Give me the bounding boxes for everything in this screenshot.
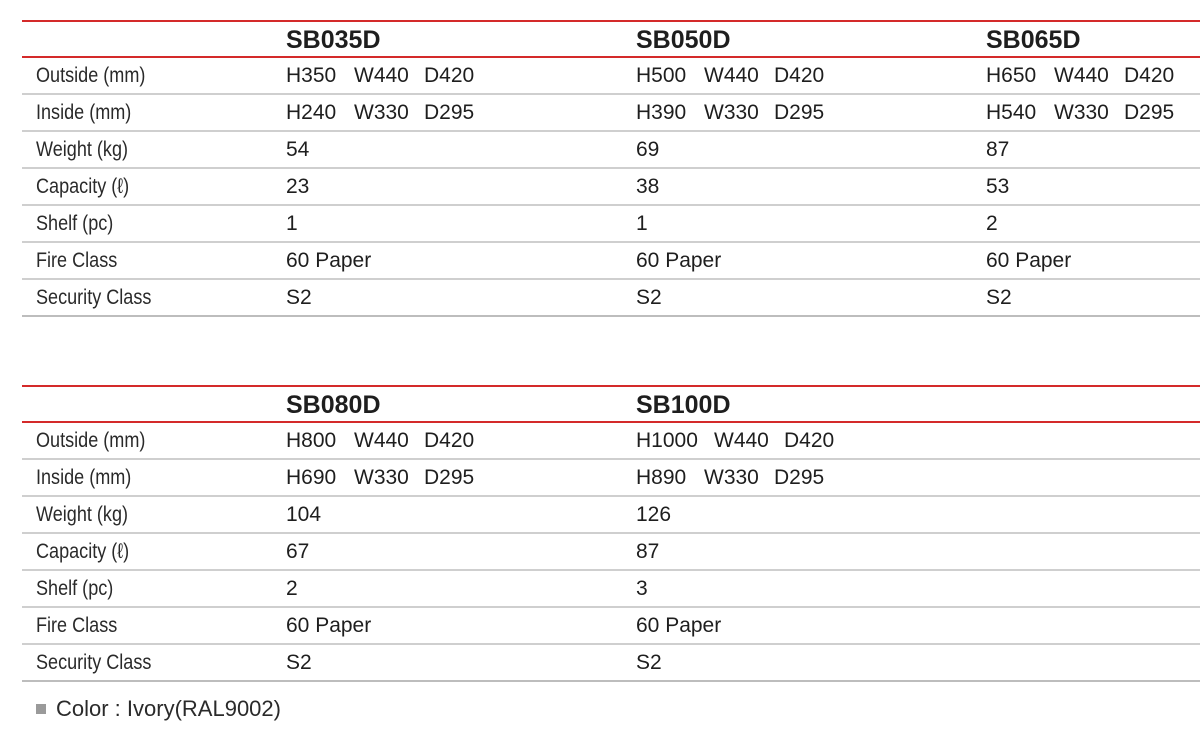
model-name: SB035D bbox=[286, 26, 381, 54]
inside-value bbox=[986, 100, 1190, 125]
dimension-value: D295 bbox=[424, 466, 475, 489]
dimension-value: H650 bbox=[986, 64, 1037, 87]
dimension-value: D420 bbox=[784, 429, 835, 452]
weight-value: 54 bbox=[286, 138, 310, 161]
model-name: SB065D bbox=[986, 26, 1081, 54]
row-label: Inside (mm) bbox=[36, 101, 132, 124]
capacity-value: 38 bbox=[636, 175, 660, 198]
dimension-value: W440 bbox=[704, 64, 759, 87]
fire-class-value: 60 Paper bbox=[286, 614, 372, 637]
spec-row-inside bbox=[22, 460, 1200, 497]
row-label: Fire Class bbox=[36, 614, 118, 637]
inside-value bbox=[286, 100, 490, 125]
dimension-value: H240 bbox=[286, 101, 337, 124]
security-class-value: S2 bbox=[286, 286, 312, 309]
spec-table-2 bbox=[22, 385, 1200, 682]
dimension-value: H540 bbox=[986, 101, 1037, 124]
row-label: Weight (kg) bbox=[36, 503, 129, 526]
row-label: Outside (mm) bbox=[36, 429, 146, 452]
fire-class-value: 60 Paper bbox=[636, 614, 722, 637]
spec-row-outside bbox=[22, 58, 1200, 95]
dimension-value: W330 bbox=[704, 466, 759, 489]
dimension-value: W440 bbox=[1054, 64, 1109, 87]
weight-value: 87 bbox=[986, 138, 1010, 161]
weight-value: 126 bbox=[636, 503, 672, 526]
security-class-value: S2 bbox=[286, 651, 312, 674]
row-label: Shelf (pc) bbox=[36, 212, 114, 235]
row-label: Capacity (ℓ) bbox=[36, 540, 130, 563]
dimension-value: W440 bbox=[714, 429, 769, 452]
dimension-value: D295 bbox=[774, 466, 825, 489]
color-note bbox=[36, 696, 281, 722]
security-class-value: S2 bbox=[636, 651, 662, 674]
color-note-text: Color : Ivory(RAL9002) bbox=[56, 696, 281, 721]
row-label: Weight (kg) bbox=[36, 138, 129, 161]
dimension-value: H800 bbox=[286, 429, 337, 452]
dimension-value: W440 bbox=[354, 64, 409, 87]
model-header-row bbox=[22, 387, 1200, 423]
security-class-value: S2 bbox=[986, 286, 1012, 309]
dimension-value: W440 bbox=[354, 429, 409, 452]
spec-row-capacity bbox=[22, 169, 1200, 206]
spec-row-fire-class bbox=[22, 608, 1200, 645]
fire-class-value: 60 Paper bbox=[636, 249, 722, 272]
spec-row-inside bbox=[22, 95, 1200, 132]
outside-value bbox=[636, 428, 850, 453]
dimension-value: H690 bbox=[286, 466, 337, 489]
dimension-value: D295 bbox=[1124, 101, 1175, 124]
spec-table-1 bbox=[22, 20, 1200, 317]
shelf-value: 1 bbox=[286, 212, 298, 235]
model-name: SB100D bbox=[636, 391, 731, 419]
shelf-value: 2 bbox=[286, 577, 298, 600]
fire-class-value: 60 Paper bbox=[986, 249, 1072, 272]
outside-value bbox=[636, 63, 840, 88]
dimension-value: H890 bbox=[636, 466, 687, 489]
spec-row-outside bbox=[22, 423, 1200, 460]
row-label: Capacity (ℓ) bbox=[36, 175, 130, 198]
row-label: Outside (mm) bbox=[36, 64, 146, 87]
inside-value bbox=[636, 465, 840, 490]
dimension-value: W330 bbox=[704, 101, 759, 124]
row-label: Inside (mm) bbox=[36, 466, 132, 489]
spec-row-weight bbox=[22, 132, 1200, 169]
dimension-value: W330 bbox=[354, 101, 409, 124]
security-class-value: S2 bbox=[636, 286, 662, 309]
dimension-value: H350 bbox=[286, 64, 337, 87]
outside-value bbox=[286, 428, 490, 453]
spec-row-weight bbox=[22, 497, 1200, 534]
dimension-value: D420 bbox=[1124, 64, 1175, 87]
spec-row-shelf bbox=[22, 571, 1200, 608]
shelf-value: 1 bbox=[636, 212, 648, 235]
spec-row-fire-class bbox=[22, 243, 1200, 280]
row-label: Security Class bbox=[36, 651, 152, 674]
shelf-value: 3 bbox=[636, 577, 648, 600]
dimension-value: H500 bbox=[636, 64, 687, 87]
dimension-value: H390 bbox=[636, 101, 687, 124]
dimension-value: D295 bbox=[424, 101, 475, 124]
dimension-value: D295 bbox=[774, 101, 825, 124]
capacity-value: 53 bbox=[986, 175, 1010, 198]
capacity-value: 23 bbox=[286, 175, 310, 198]
dimension-value: D420 bbox=[424, 64, 475, 87]
weight-value: 104 bbox=[286, 503, 322, 526]
model-name: SB050D bbox=[636, 26, 731, 54]
spec-row-shelf bbox=[22, 206, 1200, 243]
inside-value bbox=[636, 100, 840, 125]
model-name: SB080D bbox=[286, 391, 381, 419]
spec-row-capacity bbox=[22, 534, 1200, 571]
row-label: Security Class bbox=[36, 286, 152, 309]
spec-row-security-class bbox=[22, 645, 1200, 682]
row-label: Shelf (pc) bbox=[36, 577, 114, 600]
inside-value bbox=[286, 465, 490, 490]
model-header-row bbox=[22, 22, 1200, 58]
outside-value bbox=[986, 63, 1190, 88]
row-label: Fire Class bbox=[36, 249, 118, 272]
capacity-value: 87 bbox=[636, 540, 660, 563]
weight-value: 69 bbox=[636, 138, 660, 161]
square-bullet-icon bbox=[36, 704, 46, 714]
spec-row-security-class bbox=[22, 280, 1200, 317]
dimension-value: D420 bbox=[774, 64, 825, 87]
dimension-value: D420 bbox=[424, 429, 475, 452]
dimension-value: W330 bbox=[354, 466, 409, 489]
dimension-value: W330 bbox=[1054, 101, 1109, 124]
shelf-value: 2 bbox=[986, 212, 998, 235]
dimension-value: H1000 bbox=[636, 429, 698, 452]
outside-value bbox=[286, 63, 490, 88]
fire-class-value: 60 Paper bbox=[286, 249, 372, 272]
capacity-value: 67 bbox=[286, 540, 310, 563]
